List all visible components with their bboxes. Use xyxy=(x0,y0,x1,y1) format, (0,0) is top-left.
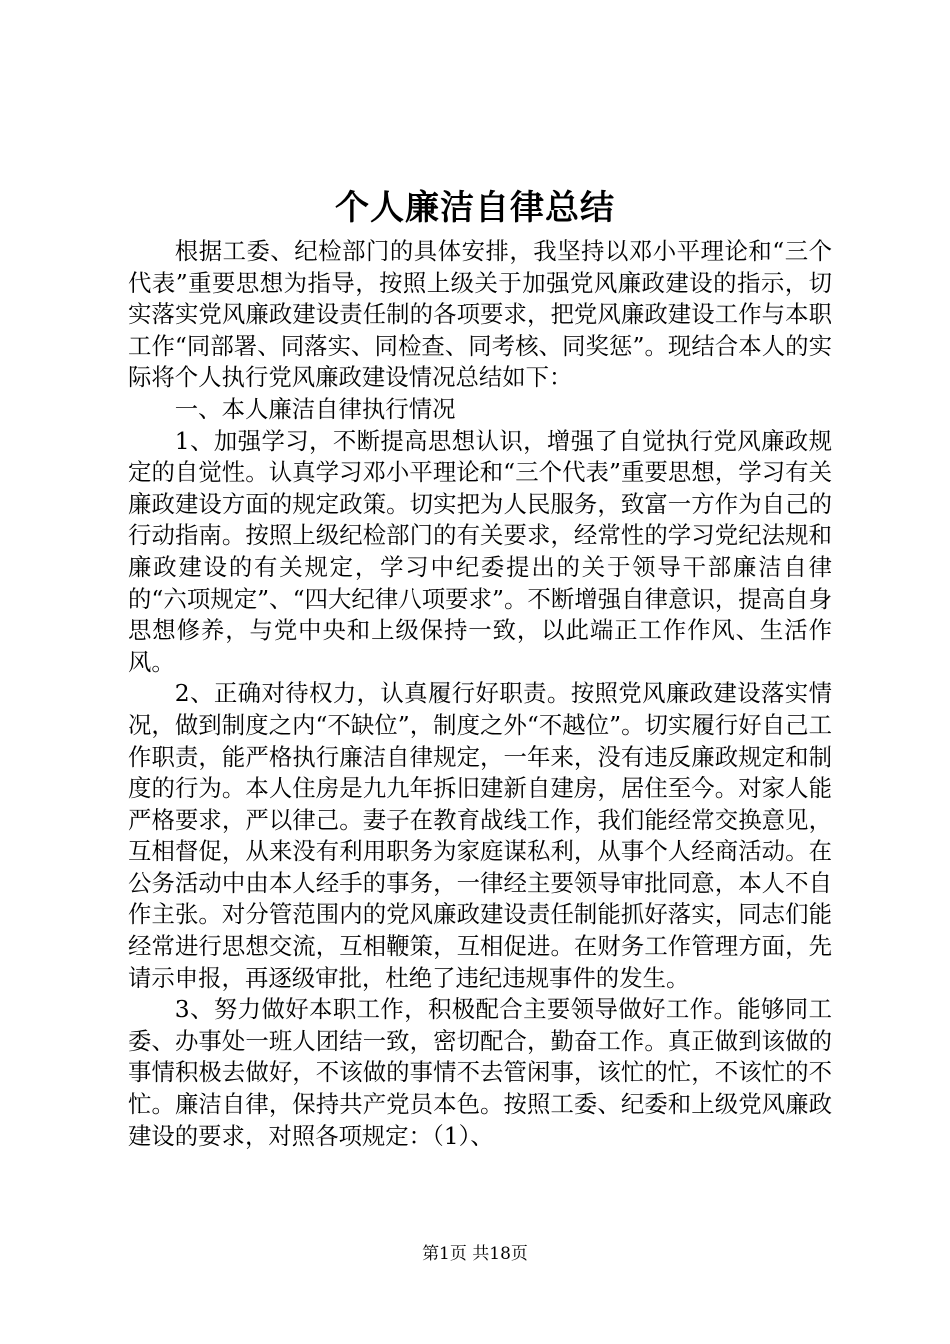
paragraph-item-1: 1、加强学习，不断提高思想认识，增强了自觉执行党风廉政规定的自觉性。认真学习邓小平理论和“三个代表”重要思想，学习有关廉政建设方面的规定政策。切实把为人民服务，致富一方作为自己的行动指南。按照上级纪检部门的有关要求，经常性的学习党纪法规和廉政建设的有关规定，学习中纪委提出的关于领导干部廉洁自律的“六项规定”、“四大纪律八项要求”。不断增强自律意识，提高自身思想修养，与党中央和上级保持一致，以此端正工作作风、生活作风。 xyxy=(128,426,832,676)
document-title: 个人廉洁自律总结 xyxy=(335,188,615,228)
page-footer: 第1页 共18页 xyxy=(422,1244,528,1264)
paragraph-item-2: 2、正确对待权力，认真履行好职责。按照党风廉政建设落实情况，做到制度之内“不缺位”，制度之外“不越位”。切实履行好自己工作职责，能严格执行廉洁自律规定，一年来，没有违反廉政规定和制度的行为。本人住房是九九年拆旧建新自建房，居住至今。对家人能严格要求，严以律己。妻子在教育战线工作，我们能经常交换意见，互相督促，从来没有利用职务为家庭谋私利，从事个人经商活动。在公务活动中由本人经手的事务，一律经主要领导审批同意，本人不自作主张。对分管范围内的党风廉政建设责任制能抓好落实，同志们能经常进行思想交流，互相鞭策，互相促进。在财务工作管理方面，先请示申报，再逐级审批，杜绝了违纪违规事件的发生。 xyxy=(128,679,832,992)
paragraph-item-3: 3、努力做好本职工作，积极配合主要领导做好工作。能够同工委、办事处一班人团结一致，密切配合，勤奋工作。真正做到该做的事情积极去做好，不该做的事情不去管闲事，该忙的忙，不该忙的不忙。廉洁自律，保持共产党员本色。按照工委、纪委和上级党风廉政建设的要求，对照各项规定：（1）、 xyxy=(128,995,832,1150)
section-heading: 一、本人廉洁自律执行情况 xyxy=(174,394,456,423)
document-body xyxy=(128,236,832,1152)
paragraph-intro: 根据工委、纪检部门的具体安排，我坚持以邓小平理论和“三个代表”重要思想为指导，按照上级关于加强党风廉政建设的指示，切实落实党风廉政建设责任制的各项要求，把党风廉政建设工作与本职工作“同部署、同落实、同检查、同考核、同奖惩”。现结合本人的实际将个人执行党风廉政建设情况总结如下： xyxy=(128,237,832,392)
